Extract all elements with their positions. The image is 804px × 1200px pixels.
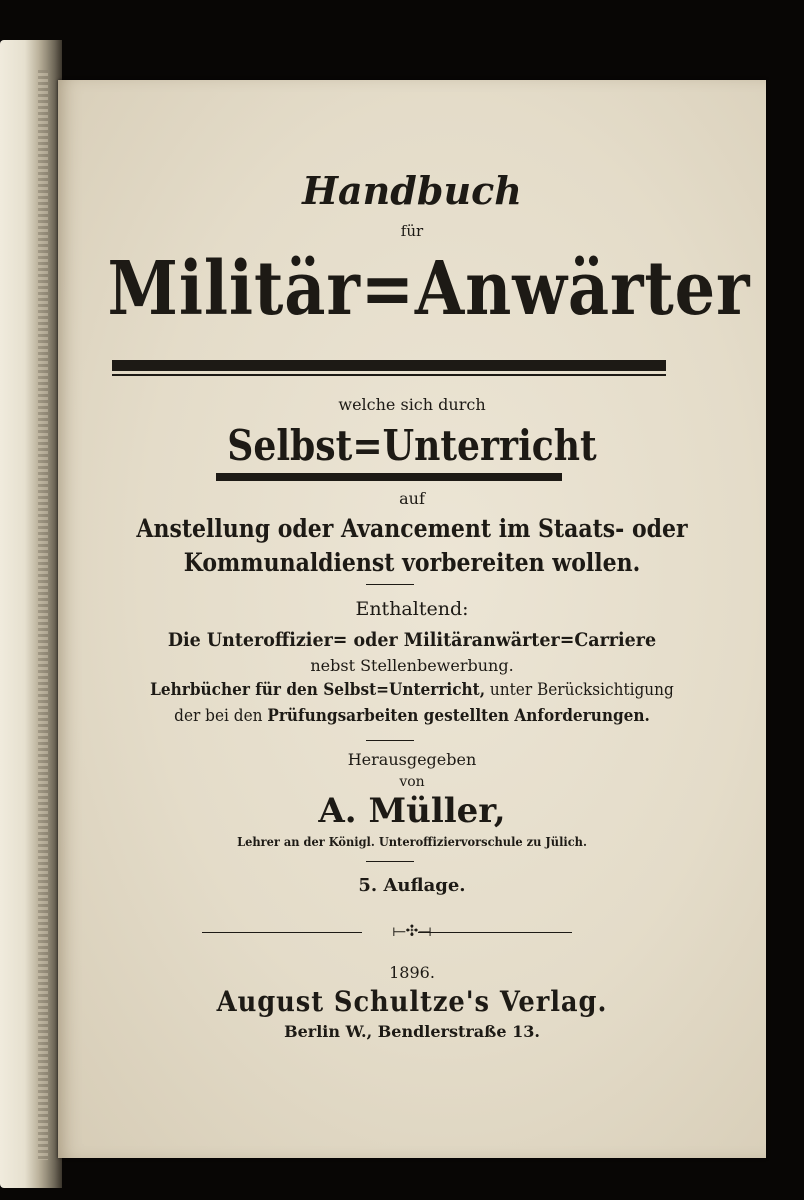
main-title: Militär=Anwärter (107, 246, 751, 332)
contents-line-3 (93, 680, 730, 700)
contents-line-3-rest: unter Berücksichtigung (485, 680, 674, 700)
editor-label: Herausgegeben (347, 750, 477, 769)
subtitle: Selbst=Unterricht (227, 421, 597, 470)
contents-line-4-pre: der bei den (174, 706, 268, 726)
auf-line: auf (399, 489, 425, 508)
welche-line: welche sich durch (338, 395, 486, 414)
contents-line-4-bold: Prüfungsarbeiten gestellten Anforderungen. (267, 706, 650, 726)
book-side-edge (0, 40, 62, 1188)
title-thick-rule (112, 360, 666, 371)
purpose-line-2: Kommunaldienst vorbereiten wollen. (183, 548, 641, 577)
short-rule-1 (366, 584, 414, 585)
publisher-address: Berlin W., Bendlerstraße 13. (284, 1022, 540, 1041)
short-rule-2 (366, 740, 414, 741)
subtitle-rule (216, 473, 562, 481)
year: 1896. (389, 963, 435, 982)
editor-von: von (399, 774, 425, 790)
edition: 5. Auflage. (358, 875, 466, 896)
author-name: A. Müller, (318, 791, 506, 831)
handbuch-heading: Handbuch (302, 168, 522, 213)
contents-line-2: nebst Stellenbewerbung. (310, 656, 514, 675)
contents-line-1: Die Unteroffizier= oder Militäranwärter=Carriere (167, 629, 657, 651)
contents-label: Enthaltend: (355, 598, 469, 620)
publisher: August Schultze's Verlag. (216, 985, 608, 1018)
title-thin-rule (112, 374, 666, 376)
fuer-line: für (400, 222, 424, 240)
contents-line-4 (93, 706, 730, 726)
ornament-flourish: ⟝✣⟞ (392, 921, 432, 940)
purpose-line-1: Anstellung oder Avancement im Staats- oder (136, 514, 688, 543)
contents-line-3-bold: Lehrbücher für den Selbst=Unterricht, (150, 680, 486, 700)
short-rule-3 (366, 861, 414, 862)
author-title: Lehrer an der Königl. Unteroffiziervorschule zu Jülich. (237, 835, 587, 849)
